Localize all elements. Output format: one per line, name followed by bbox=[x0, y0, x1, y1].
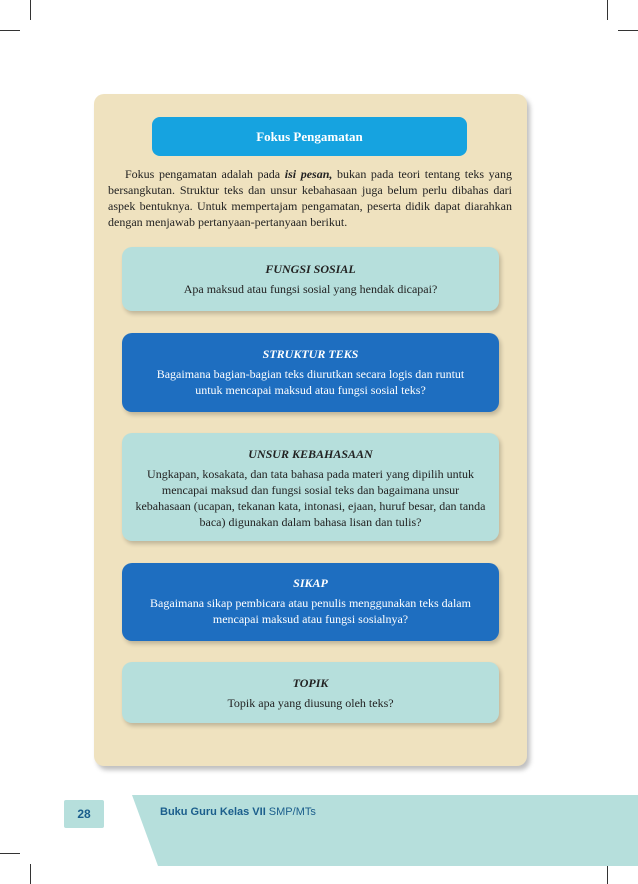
book-title-bold: Buku Guru Kelas VII bbox=[160, 806, 266, 818]
intro-paragraph bbox=[108, 166, 512, 230]
intro-emphasis: isi pesan, bbox=[284, 167, 333, 181]
box-heading: TOPIK bbox=[292, 676, 329, 690]
question-box-sikap bbox=[122, 563, 499, 641]
crop-mark bbox=[0, 30, 20, 31]
box-heading: UNSUR KEBAHASAAN bbox=[248, 447, 373, 461]
crop-mark bbox=[607, 864, 608, 884]
crop-mark bbox=[607, 0, 608, 20]
crop-mark bbox=[30, 864, 31, 884]
section-title: Fokus Pengamatan bbox=[152, 117, 467, 156]
crop-mark bbox=[0, 853, 20, 854]
book-title-rest: SMP/MTs bbox=[265, 806, 316, 818]
box-heading: STRUKTUR TEKS bbox=[262, 347, 359, 361]
box-body: Topik apa yang diusung oleh teks? bbox=[227, 696, 394, 710]
box-body: Bagaimana sikap pembicara atau penulis menggunakan teks dalam mencapai maksud atau fungsi sosialnya? bbox=[150, 596, 471, 626]
question-box-topik bbox=[122, 662, 499, 723]
question-box-unsur-kebahasaan bbox=[122, 433, 499, 541]
book-title bbox=[160, 806, 316, 818]
intro-text: bukan pada teori tentang teks yang bersangkutan. Struktur teks dan unsur kebahasaan juga belum perlu dibahas dari aspek bentuknya. Untuk mempertajam pengamatan, peserta didik dapat diarahkan dengan menjawab pertanyaan-pertanyaan berikut. bbox=[108, 167, 513, 229]
page-number: 28 bbox=[64, 800, 104, 828]
question-box-fungsi-sosial bbox=[122, 247, 499, 311]
crop-mark bbox=[30, 0, 31, 20]
intro-text: Fokus pengamatan adalah pada bbox=[125, 167, 285, 181]
question-box-struktur-teks bbox=[122, 333, 499, 412]
box-body: Ungkapan, kosakata, dan tata bahasa pada materi yang dipilih untuk mencapai maksud dan fungsi sosial teks dan bagaimana unsur kebahasaan (ucapan, tekanan kata, intonasi, ejaan, huruf besar, dan tanda baca) digunakan dalam bahasa lisan dan tulis? bbox=[135, 467, 486, 529]
box-heading: SIKAP bbox=[293, 576, 328, 590]
box-body: Apa maksud atau fungsi sosial yang hendak dicapai? bbox=[183, 282, 438, 296]
box-heading: FUNGSI SOSIAL bbox=[265, 262, 356, 276]
box-body: Bagaimana bagian-bagian teks diurutkan secara logis dan runtut untuk mencapai maksud atau fungsi sosial teks? bbox=[156, 367, 465, 397]
crop-mark bbox=[618, 30, 638, 31]
